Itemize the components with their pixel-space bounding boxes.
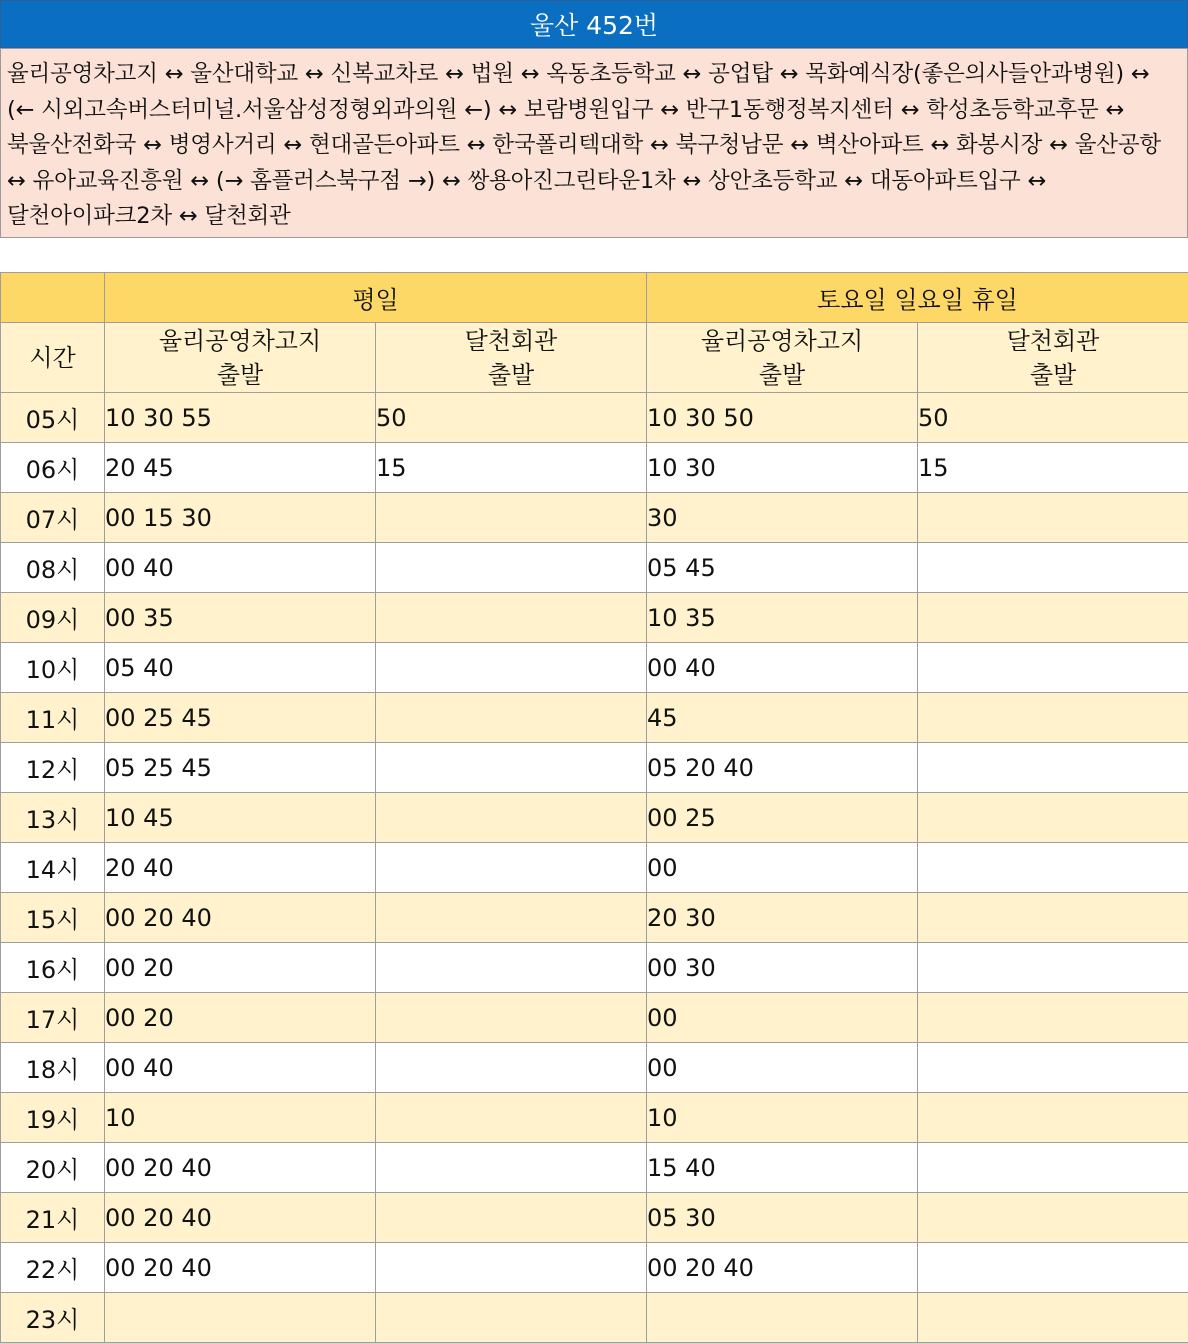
weekend-dalcheon-times	[918, 1243, 1188, 1293]
weekend-dalcheon-times	[918, 843, 1188, 893]
hour-cell: 08시	[1, 543, 105, 593]
weekday-dalcheon-times	[376, 743, 647, 793]
weekday-dalcheon-times	[376, 993, 647, 1043]
table-row	[1, 1293, 1188, 1343]
weekday-dalcheon-times	[376, 1193, 647, 1243]
hour-cell: 07시	[1, 493, 105, 543]
table-row	[1, 843, 1188, 893]
hour-cell: 05시	[1, 393, 105, 443]
route-description: 율리공영차고지 ↔ 울산대학교 ↔ 신복교차로 ↔ 법원 ↔ 옥동초등학교 ↔ 공업탑 ↔ 목화예식장(좋은의사들안과병원) ↔ (← 시외고속버스터미널.서울삼성정형외과의원 ←) ↔ 보람병원입구 ↔ 반구1동행정복지센터 ↔ 학성초등학교후문 ↔ 북울산전화국 ↔ 병영사거리 ↔ 현대골든아파트 ↔ 한국폴리텍대학 ↔ 북구청남문 ↔ 벽산아파트 ↔ 화봉시장 ↔ 울산공항 ↔ 유아교육진흥원 ↔ (→ 홈플러스북구점 →) ↔ 쌍용아진그린타운1차 ↔ 상안초등학교 ↔ 대동아파트입구 ↔ 달천아이파크2차 ↔ 달천회관	[0, 48, 1188, 238]
weekend-dalcheon-times	[918, 893, 1188, 943]
weekday-dalcheon-times	[376, 693, 647, 743]
weekend-dalcheon-times	[918, 1093, 1188, 1143]
table-row	[1, 643, 1188, 693]
table-row	[1, 1193, 1188, 1243]
table-row	[1, 1143, 1188, 1193]
weekend-yulli-times: 00	[647, 993, 918, 1043]
weekday-dalcheon-times	[376, 943, 647, 993]
hour-cell: 09시	[1, 593, 105, 643]
weekend-dalcheon-times	[918, 993, 1188, 1043]
weekend-yulli-header: 율리공영차고지 출발	[647, 323, 918, 393]
weekend-yulli-times: 00 25	[647, 793, 918, 843]
hour-cell: 22시	[1, 1243, 105, 1293]
weekend-dalcheon-times	[918, 793, 1188, 843]
weekday-yulli-times: 00 20 40	[105, 1193, 376, 1243]
hour-cell: 14시	[1, 843, 105, 893]
weekday-yulli-times: 10	[105, 1093, 376, 1143]
weekend-dalcheon-times	[918, 743, 1188, 793]
weekend-yulli-times: 05 20 40	[647, 743, 918, 793]
table-row	[1, 593, 1188, 643]
hour-cell: 13시	[1, 793, 105, 843]
weekend-dalcheon-times	[918, 593, 1188, 643]
weekday-yulli-times: 00 20 40	[105, 1243, 376, 1293]
hour-cell: 20시	[1, 1143, 105, 1193]
table-row	[1, 693, 1188, 743]
table-row	[1, 1043, 1188, 1093]
hour-cell: 17시	[1, 993, 105, 1043]
weekend-dalcheon-times	[918, 1143, 1188, 1193]
page-title: 울산 452번	[0, 0, 1188, 48]
weekday-dalcheon-times	[376, 493, 647, 543]
weekend-yulli-times: 00	[647, 843, 918, 893]
weekday-yulli-times: 00 20 40	[105, 893, 376, 943]
weekday-yulli-times: 00 20	[105, 943, 376, 993]
weekend-dalcheon-times	[918, 493, 1188, 543]
weekend-yulli-times: 00	[647, 1043, 918, 1093]
timetable	[0, 272, 1188, 1343]
weekend-dalcheon-times: 15	[918, 443, 1188, 493]
weekend-dalcheon-times	[918, 643, 1188, 693]
table-row	[1, 1243, 1188, 1293]
hour-cell: 06시	[1, 443, 105, 493]
weekend-dalcheon-times	[918, 1043, 1188, 1093]
hour-cell: 18시	[1, 1043, 105, 1093]
weekday-header: 평일	[105, 273, 647, 323]
table-row	[1, 443, 1188, 493]
weekday-dalcheon-times	[376, 1043, 647, 1093]
table-row	[1, 993, 1188, 1043]
weekend-yulli-times: 00 30	[647, 943, 918, 993]
weekend-yulli-times: 05 45	[647, 543, 918, 593]
weekday-yulli-times	[105, 1293, 376, 1343]
weekday-dalcheon-times	[376, 1293, 647, 1343]
weekday-dalcheon-times	[376, 893, 647, 943]
weekend-yulli-times: 10 30	[647, 443, 918, 493]
weekend-dalcheon-header: 달천회관 출발	[918, 323, 1188, 393]
time-header-corner	[1, 273, 105, 323]
weekend-yulli-times: 45	[647, 693, 918, 743]
weekend-yulli-times: 10 35	[647, 593, 918, 643]
weekday-dalcheon-times: 15	[376, 443, 647, 493]
weekday-dalcheon-times	[376, 643, 647, 693]
table-row	[1, 793, 1188, 843]
weekday-yulli-times: 10 45	[105, 793, 376, 843]
weekday-yulli-times: 00 20 40	[105, 1143, 376, 1193]
weekday-yulli-times: 20 40	[105, 843, 376, 893]
hour-cell: 19시	[1, 1093, 105, 1143]
weekend-yulli-times: 10	[647, 1093, 918, 1143]
weekday-yulli-times: 00 35	[105, 593, 376, 643]
hour-cell: 11시	[1, 693, 105, 743]
hour-cell: 23시	[1, 1293, 105, 1343]
weekday-yulli-times: 00 40	[105, 1043, 376, 1093]
spacer	[0, 238, 1188, 272]
weekday-dalcheon-times	[376, 543, 647, 593]
weekday-yulli-times: 05 40	[105, 643, 376, 693]
weekday-dalcheon-times	[376, 1143, 647, 1193]
weekday-dalcheon-times	[376, 793, 647, 843]
weekend-dalcheon-times	[918, 943, 1188, 993]
hour-cell: 15시	[1, 893, 105, 943]
weekend-yulli-times: 15 40	[647, 1143, 918, 1193]
weekend-dalcheon-times	[918, 543, 1188, 593]
weekend-header: 토요일 일요일 휴일	[647, 273, 1188, 323]
weekday-dalcheon-times: 50	[376, 393, 647, 443]
weekday-yulli-times: 00 40	[105, 543, 376, 593]
weekday-yulli-times: 00 20	[105, 993, 376, 1043]
weekend-yulli-times: 00 40	[647, 643, 918, 693]
table-row	[1, 493, 1188, 543]
hour-cell: 10시	[1, 643, 105, 693]
weekend-dalcheon-times	[918, 1293, 1188, 1343]
weekday-yulli-times: 00 25 45	[105, 693, 376, 743]
weekend-yulli-times: 00 20 40	[647, 1243, 918, 1293]
hour-cell: 21시	[1, 1193, 105, 1243]
table-row	[1, 1093, 1188, 1143]
time-header: 시간	[1, 323, 105, 393]
weekend-dalcheon-times: 50	[918, 393, 1188, 443]
weekday-yulli-times: 00 15 30	[105, 493, 376, 543]
weekday-yulli-times: 20 45	[105, 443, 376, 493]
weekend-yulli-times: 30	[647, 493, 918, 543]
weekend-yulli-times	[647, 1293, 918, 1343]
table-row	[1, 393, 1188, 443]
weekend-dalcheon-times	[918, 1193, 1188, 1243]
weekday-dalcheon-times	[376, 843, 647, 893]
weekday-yulli-header: 율리공영차고지 출발	[105, 323, 376, 393]
weekday-dalcheon-times	[376, 1093, 647, 1143]
weekday-dalcheon-times	[376, 593, 647, 643]
weekday-yulli-times: 05 25 45	[105, 743, 376, 793]
table-row	[1, 743, 1188, 793]
weekend-yulli-times: 10 30 50	[647, 393, 918, 443]
hour-cell: 12시	[1, 743, 105, 793]
weekend-yulli-times: 05 30	[647, 1193, 918, 1243]
hour-cell: 16시	[1, 943, 105, 993]
table-row	[1, 893, 1188, 943]
weekend-dalcheon-times	[918, 693, 1188, 743]
weekday-dalcheon-header: 달천회관 출발	[376, 323, 647, 393]
weekday-yulli-times: 10 30 55	[105, 393, 376, 443]
table-row	[1, 943, 1188, 993]
table-row	[1, 543, 1188, 593]
weekday-dalcheon-times	[376, 1243, 647, 1293]
timetable-body	[1, 393, 1188, 1343]
weekend-yulli-times: 20 30	[647, 893, 918, 943]
